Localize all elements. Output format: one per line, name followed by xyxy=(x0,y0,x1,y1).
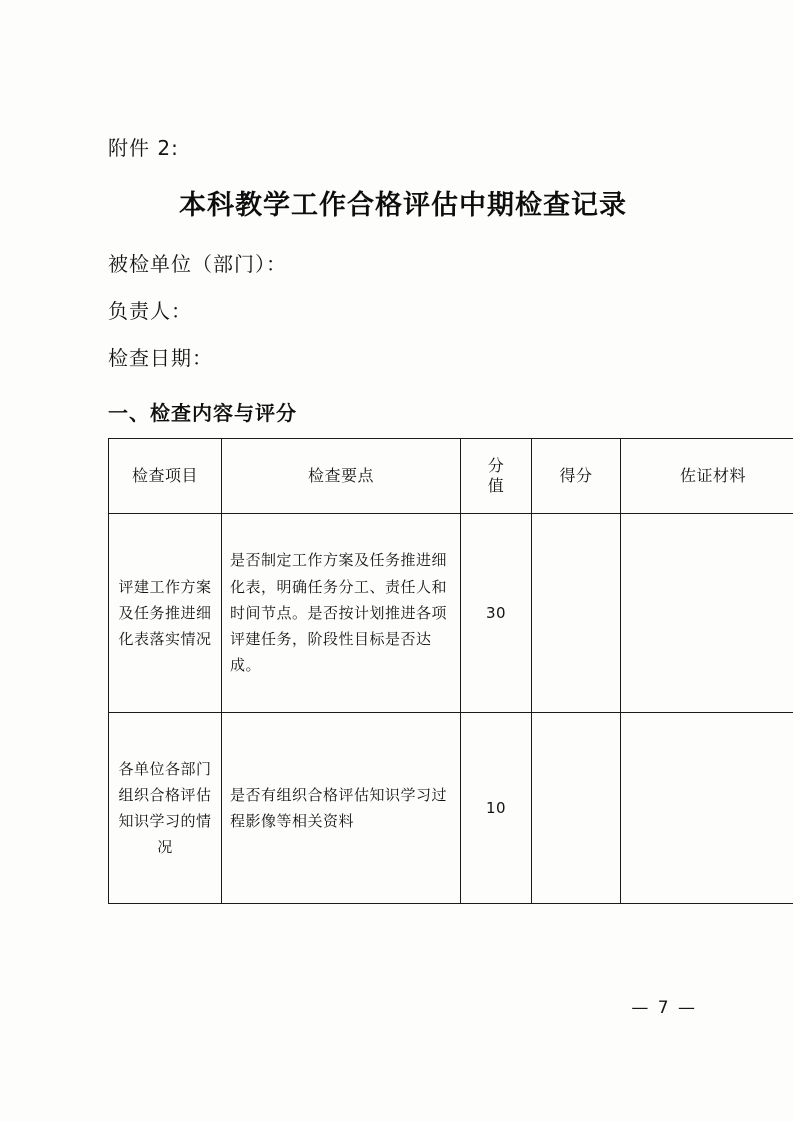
document-content xyxy=(108,132,746,904)
header-score-value-line2: 值 xyxy=(487,476,505,495)
header-score-value xyxy=(461,439,532,514)
cell-value-2: 10 xyxy=(461,713,532,904)
cell-score-1[interactable] xyxy=(532,514,621,713)
cell-points-1: 是否制定工作方案及任务推进细化表，明确任务分工、责任人和时间节点。是否按计划推进各项评建任务，阶段性目标是否达成。 xyxy=(222,514,461,713)
table-row xyxy=(109,713,793,904)
cell-evidence-2[interactable] xyxy=(621,713,793,904)
header-inspection-item: 检查项目 xyxy=(109,439,222,514)
cell-item-1: 评建工作方案及任务推进细化表落实情况 xyxy=(109,514,222,713)
table-header-row xyxy=(109,439,793,514)
header-inspection-points: 检查要点 xyxy=(222,439,461,514)
header-obtained-score: 得分 xyxy=(532,439,621,514)
header-score-value-line1: 分 xyxy=(487,456,505,475)
cell-value-1: 30 xyxy=(461,514,532,713)
cell-points-2: 是否有组织合格评估知识学习过程影像等相关资料 xyxy=(222,713,461,904)
cell-item-2: 各单位各部门组织合格评估知识学习的情况 xyxy=(109,713,222,904)
field-person-in-charge: 负责人： xyxy=(108,299,192,323)
attachment-label: 附件 2: xyxy=(108,136,179,160)
header-evidence-material: 佐证材料 xyxy=(621,439,793,514)
field-inspected-unit: 被检单位（部门）： xyxy=(108,252,287,276)
table-row xyxy=(109,514,793,713)
inspection-score-table xyxy=(108,438,793,904)
page-title: 本科教学工作合格评估中期检查记录 xyxy=(179,190,627,221)
cell-evidence-1[interactable] xyxy=(621,514,793,713)
field-inspection-date: 检查日期： xyxy=(108,346,213,370)
section-heading-inspection-content: 一、检查内容与评分 xyxy=(108,401,297,425)
page-number: — 7 — xyxy=(631,998,697,1018)
cell-score-2[interactable] xyxy=(532,713,621,904)
